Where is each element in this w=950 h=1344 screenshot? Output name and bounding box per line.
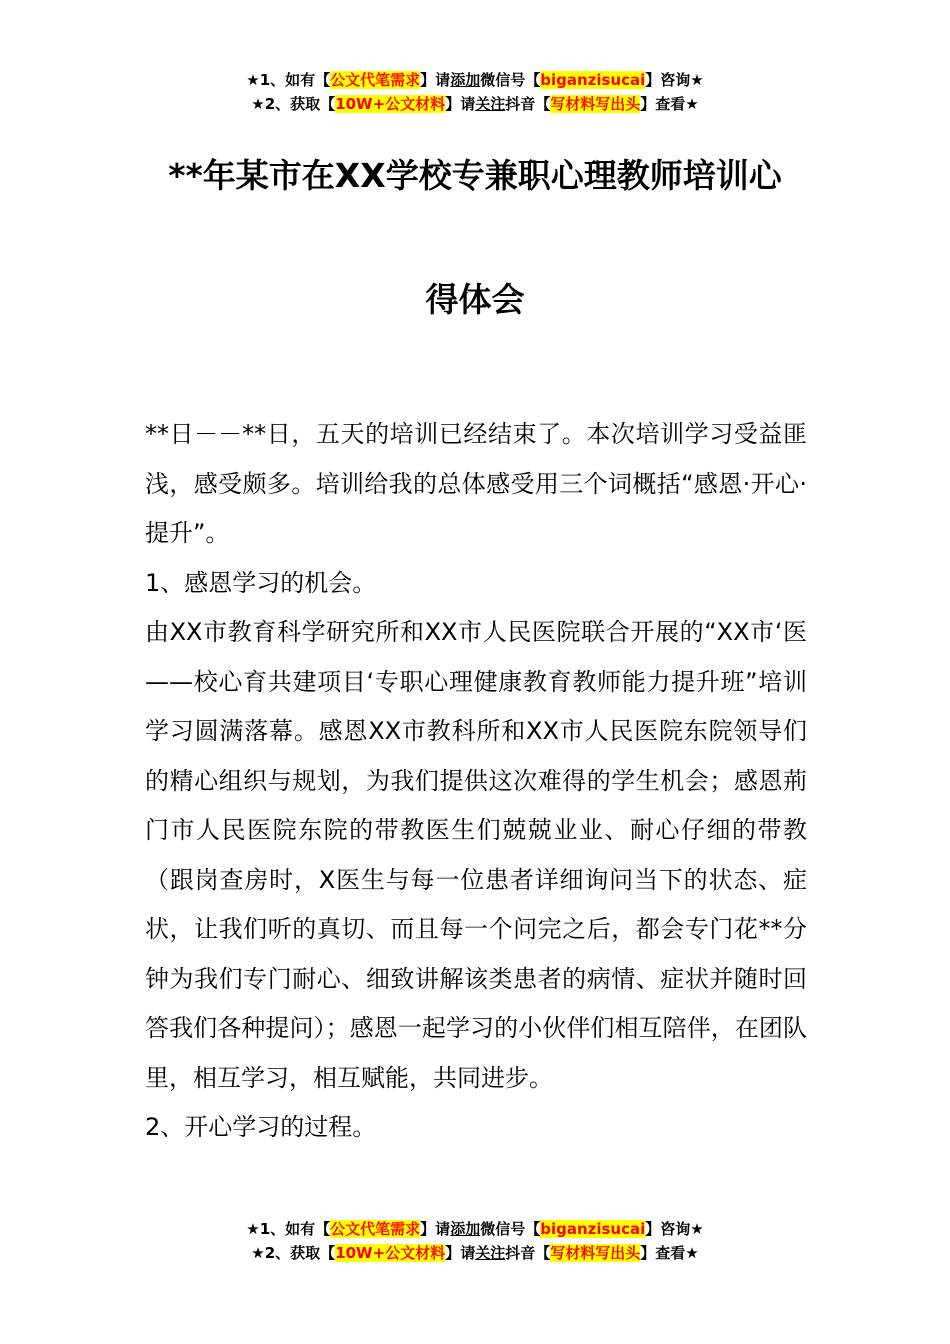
footer-banner — [0, 1217, 950, 1265]
banner-line-2: ★2、获取【10W+公文材料】请关注抖音【写材料写出头】查看★ — [251, 1244, 699, 1262]
highlight-materials: 10W+公文材料 — [335, 1244, 446, 1262]
highlight-douyin: 写材料写出头 — [550, 95, 641, 113]
highlight-wechat-id: biganzisucai — [540, 71, 646, 89]
document-title-line-2: 得体会 — [425, 280, 525, 319]
highlight-materials: 10W+公文材料 — [335, 95, 446, 113]
document-body — [145, 410, 807, 1153]
paragraph-gratitude: 由XX市教育科学研究所和XX市人民医院联合开展的“XX市‘医——校心育共建项目‘专职心理健康教育教师能力提升班”培训学习圆满落幕。感恩XX市教科所和XX市人民医院东院领导们的精心组织与规划，为我们提供这次难得的学生机会；感恩荊门市人民医院东院的带教医生们兢兢业业、耐心仔细的带教（跟岗查房时，X医生与每一位患者详细询问当下的状态、症状，让我们听的真切、而且每一个问完之后，都会专门花**分钟为我们专门耐心、细致讲解该类患者的病情、症状并随时回答我们各种提问）；感恩一起学习的小伙伴们相互陪伴，在团队里，相互学习，相互赋能，共同进步。 — [145, 618, 807, 1092]
section-heading-1: 1、感恩学习的机会。 — [145, 568, 377, 597]
highlight-douyin: 写材料写出头 — [550, 1244, 641, 1262]
banner-line-1: ★1、如有【公文代笔需求】请添加微信号【biganzisucai】咨询★ — [246, 1220, 704, 1238]
document-title-line-1: **年某市在XX学校专兼职心理教师培训心 — [168, 156, 782, 195]
highlight-service: 公文代笔需求 — [330, 71, 421, 89]
paragraph-intro: **日－－**日，五天的培训已经结束了。本次培训学习受益匪浅，感受颇多。培训给我的总体感受用三个词概括“感恩·开心·提升”。 — [145, 420, 807, 547]
highlight-wechat-id: biganzisucai — [540, 1220, 646, 1238]
section-heading-2: 2、开心学习的过程。 — [145, 1113, 377, 1141]
banner-line-1: ★1、如有【公文代笔需求】请添加微信号【biganzisucai】咨询★ — [246, 71, 704, 89]
highlight-service: 公文代笔需求 — [330, 1220, 421, 1238]
banner-line-2: ★2、获取【10W+公文材料】请关注抖音【写材料写出头】查看★ — [251, 95, 699, 113]
header-banner — [0, 68, 950, 116]
